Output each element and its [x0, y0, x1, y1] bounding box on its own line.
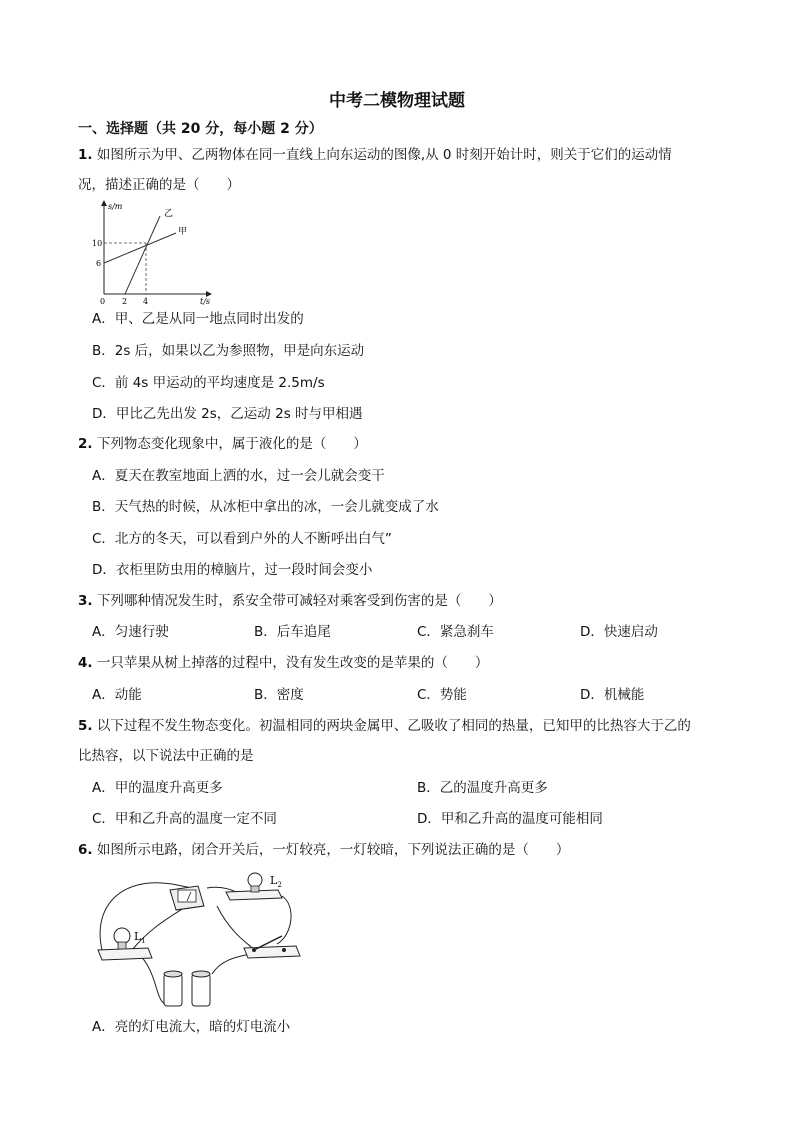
question-6-line-1: 6. 如图所示电路，闭合开关后，一灯较亮，一灯较暗，下列说法正确的是（ ）: [78, 842, 570, 858]
question-5-line-1: 5. 以下过程不发生物态变化。初温相同的两块金属甲、乙吸收了相同的热量，已知甲的比热容大于乙的: [78, 718, 691, 734]
q4-option-c[interactable]: C．势能: [417, 687, 467, 703]
q5-option-d[interactable]: D．甲和乙升高的温度可能相同: [417, 811, 603, 827]
y-tick-10: 10: [92, 239, 103, 248]
q3-option-a[interactable]: A．匀速行驶: [92, 624, 169, 640]
question-3-line-1: 3. 下列哪种情况发生时，系安全带可减轻对乘客受到伤害的是（ ）: [78, 593, 502, 609]
x-tick-0: 0: [100, 297, 106, 306]
q3-option-b[interactable]: B．后车追尾: [254, 624, 331, 640]
circuit-diagram: [92, 866, 306, 1014]
x-tick-4: 4: [143, 297, 149, 306]
switch-icon: [244, 936, 300, 958]
series-jia-line: [104, 233, 176, 263]
q4-option-d[interactable]: D．机械能: [580, 687, 645, 703]
ammeter-icon: [170, 886, 204, 910]
question-2-line-1: 2. 下列物态变化现象中，属于液化的是（ ）: [78, 436, 367, 452]
section-heading: 一、选择题（共 20 分，每小题 2 分）: [78, 121, 323, 137]
q1-option-b[interactable]: B．2s 后，如果以乙为参照物，甲是向东运动: [92, 343, 365, 359]
y-axis-label: s/m: [108, 202, 123, 211]
question-1-line-2: 况，描述正确的是（ ）: [78, 177, 240, 193]
page-title: 中考二模物理试题: [329, 91, 465, 111]
series-yi-label: 乙: [164, 209, 174, 219]
question-1-line-1: 1. 如图所示为甲、乙两物体在同一直线上向东运动的图像,从 0 时刻开始计时，则关于它们的运动情: [78, 147, 672, 163]
q4-option-b[interactable]: B．密度: [254, 687, 304, 703]
x-axis-label: t/s: [200, 297, 211, 306]
motion-graph: [88, 196, 218, 306]
q1-option-a[interactable]: A．甲、乙是从同一地点同时出发的: [92, 311, 304, 327]
q2-option-b[interactable]: B．天气热的时候，从冰柜中拿出的冰，一会儿就变成了水: [92, 499, 439, 515]
series-jia-label: 甲: [178, 227, 188, 237]
q1-option-d[interactable]: D．甲比乙先出发 2s，乙运动 2s 时与甲相遇: [92, 406, 363, 422]
q4-option-a[interactable]: A．动能: [92, 687, 142, 703]
q2-option-d[interactable]: D．衣柜里防虫用的樟脑片，过一段时间会变小: [92, 562, 373, 578]
q1-option-c[interactable]: C．前 4s 甲运动的平均速度是 2.5m/s: [92, 375, 325, 391]
battery-icon: [164, 971, 210, 1006]
x-tick-2: 2: [122, 297, 128, 306]
q5-option-a[interactable]: A．甲的温度升高更多: [92, 780, 223, 796]
q5-option-b[interactable]: B．乙的温度升高更多: [417, 780, 548, 796]
question-4-line-1: 4. 一只苹果从树上掉落的过程中，没有发生改变的是苹果的（ ）: [78, 655, 489, 671]
y-tick-6: 6: [96, 259, 102, 268]
question-5-line-2: 比热容，以下说法中正确的是: [78, 748, 254, 764]
series-yi-line: [125, 216, 160, 294]
q6-option-a[interactable]: A．亮的灯电流大，暗的灯电流小: [92, 1019, 291, 1035]
lamp-l1-label: $L_1$: [134, 930, 146, 945]
q3-option-d[interactable]: D．快速启动: [580, 624, 658, 640]
q3-option-c[interactable]: C．紧急刹车: [417, 624, 494, 640]
lamp-l2-label: $L_2$: [270, 874, 282, 889]
q5-option-c[interactable]: C．甲和乙升高的温度一定不同: [92, 811, 277, 827]
q2-option-c[interactable]: C．北方的冬天，可以看到户外的人不断呼出白气”: [92, 531, 392, 547]
q2-option-a[interactable]: A．夏天在教室地面上洒的水，过一会儿就会变干: [92, 468, 385, 484]
